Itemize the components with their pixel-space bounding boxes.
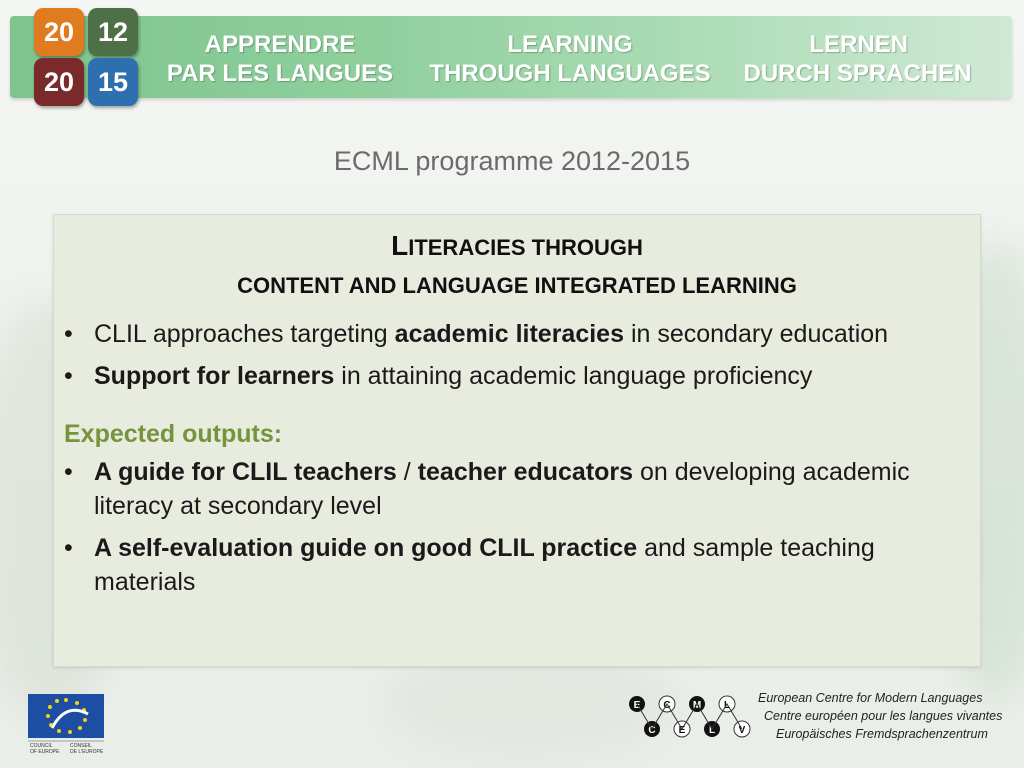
text: on developing academic literacy at secondary level xyxy=(94,458,910,520)
ecml-name-de: Europäisches Fremdsprachenzentrum xyxy=(776,727,988,741)
content-panel xyxy=(53,214,981,667)
svg-text:V: V xyxy=(738,725,746,736)
header-column-french xyxy=(160,30,400,88)
text: and sample teaching materials xyxy=(94,534,875,596)
svg-text:E: E xyxy=(678,725,686,736)
year-tile: 20 xyxy=(34,8,84,56)
svg-text:L: L xyxy=(708,725,716,736)
text: CLIL approaches targeting xyxy=(94,320,395,348)
bold-text: teacher educators xyxy=(417,458,634,486)
bold-text: A self-evaluation guide on good CLIL practice xyxy=(94,534,638,562)
page-subtitle: ECML programme 2012-2015 xyxy=(333,146,691,176)
header-line: LERNEN xyxy=(809,31,908,58)
list-item xyxy=(54,531,980,599)
bold-text: academic literacies xyxy=(394,320,624,348)
panel-title xyxy=(54,227,980,305)
bold-text: A guide for CLIL teachers xyxy=(94,458,397,486)
svg-text:L: L xyxy=(723,700,731,711)
year-tile: 15 xyxy=(88,58,138,106)
text: in secondary education xyxy=(624,320,889,348)
ecml-name-en: European Centre for Modern Languages xyxy=(758,691,983,705)
ecml-name-fr: Centre européen pour les langues vivantes xyxy=(764,709,1003,723)
list-item xyxy=(54,317,980,351)
title-line2: CONTENT AND LANGUAGE INTEGRATED LEARNING xyxy=(237,273,797,298)
title-rest: ITERACIES THROUGH xyxy=(408,235,643,260)
svg-text:COUNCIL: COUNCIL xyxy=(30,743,53,749)
ecml-logo xyxy=(624,692,762,742)
year-tile: 20 xyxy=(34,58,84,106)
list-item xyxy=(54,455,980,523)
text: in attaining academic language proficiency xyxy=(334,362,813,390)
header-column-english xyxy=(420,30,720,88)
svg-text:C: C xyxy=(663,700,671,711)
svg-text:C: C xyxy=(648,725,656,736)
outputs-list xyxy=(54,455,980,599)
svg-text:E: E xyxy=(633,700,641,711)
svg-text:OF EUROPE: OF EUROPE xyxy=(30,749,60,755)
year-tile: 12 xyxy=(88,8,138,56)
text: / xyxy=(396,458,418,486)
header-line: LEARNING xyxy=(507,31,633,58)
header-line: DURCH SPRACHEN xyxy=(743,60,972,87)
svg-text:DE L'EUROPE: DE L'EUROPE xyxy=(70,749,104,755)
outputs-heading: Expected outputs: xyxy=(64,420,283,448)
header-column-german xyxy=(735,30,980,88)
council-of-europe-logo xyxy=(22,692,110,756)
svg-text:CONSEIL: CONSEIL xyxy=(70,743,92,749)
header-line: THROUGH LANGUAGES xyxy=(429,60,711,87)
header-line: PAR LES LANGUES xyxy=(166,60,394,87)
title-cap: L xyxy=(391,230,409,261)
ecml-name xyxy=(758,689,1002,743)
header-line: APPRENDRE xyxy=(204,31,356,58)
svg-text:M: M xyxy=(692,700,702,711)
list-item xyxy=(54,359,980,393)
aims-list xyxy=(54,317,980,393)
bold-text: Support for learners xyxy=(94,362,335,390)
